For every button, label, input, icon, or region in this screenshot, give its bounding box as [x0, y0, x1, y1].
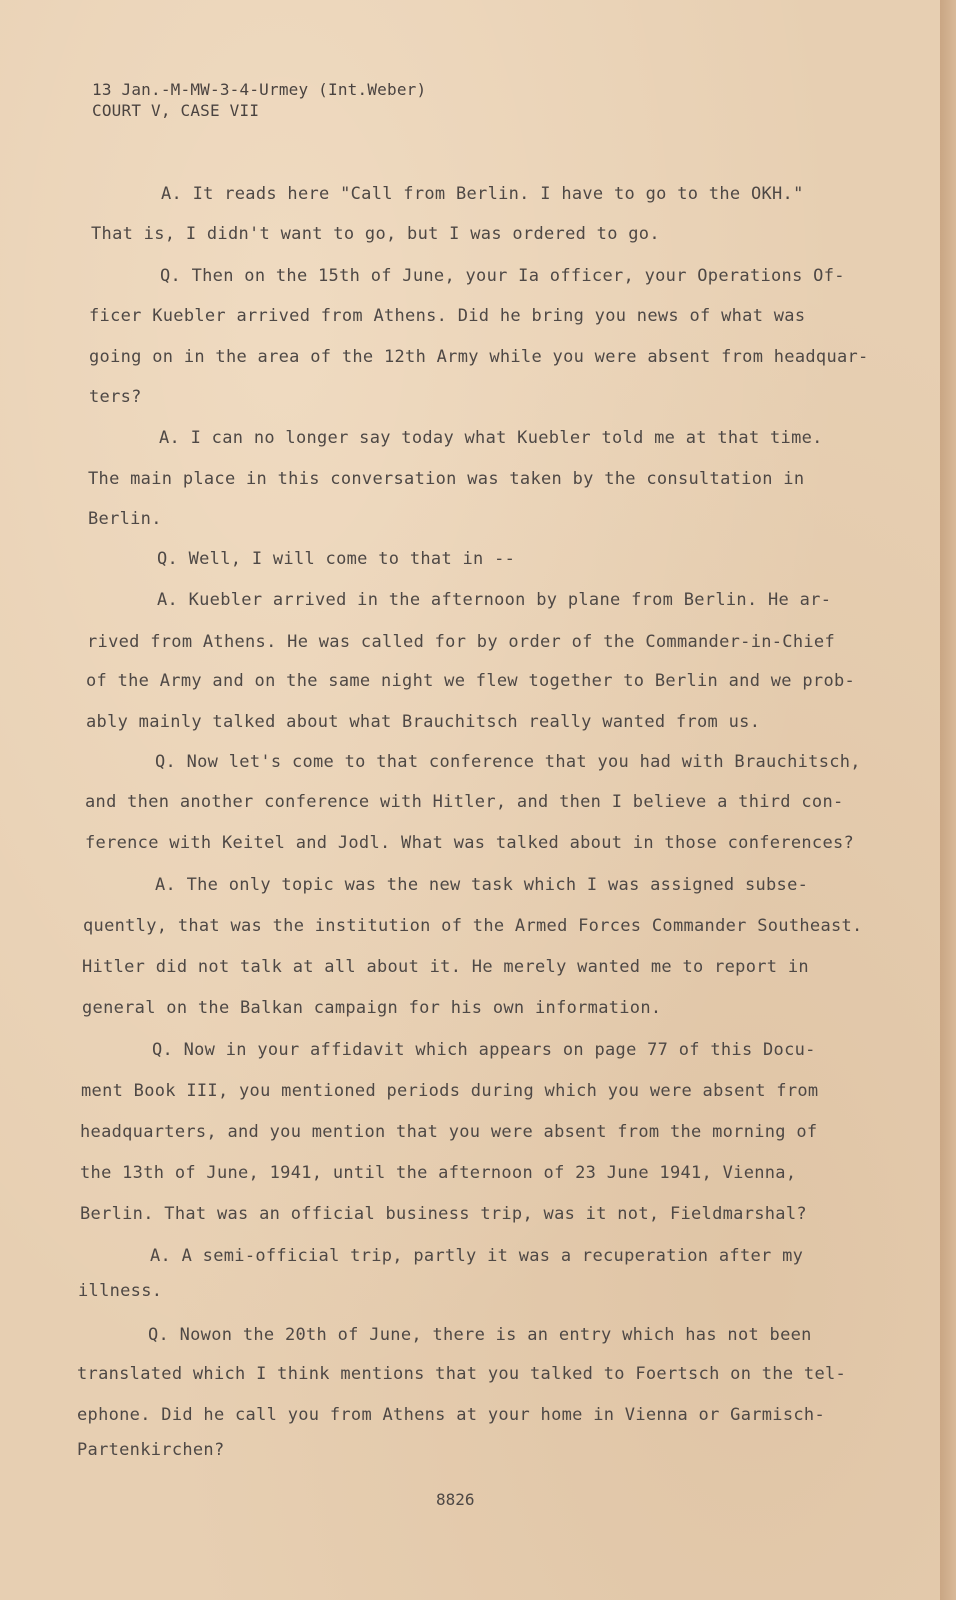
text-line: ably mainly talked about what Brauchitsch really wanted from us.	[86, 712, 761, 732]
page-edge	[940, 0, 956, 1600]
text-line: Partenkirchen?	[77, 1440, 225, 1460]
text-line: A. It reads here "Call from Berlin. I have to go to the OKH."	[161, 184, 804, 204]
text-line: translated which I think mentions that you talked to Foertsch on the tel-	[77, 1364, 847, 1384]
text-line: quently, that was the institution of the Armed Forces Commander Southeast.	[83, 916, 863, 936]
header-line-2: COURT V, CASE VII	[92, 101, 260, 120]
text-line: illness.	[78, 1281, 163, 1301]
text-line: The main place in this conversation was taken by the consultation in	[88, 469, 805, 489]
page-number: 8826	[436, 1490, 475, 1509]
text-line: Q. Now let's come to that conference that you had with Brauchitsch,	[155, 752, 861, 772]
text-line: Q. Now in your affidavit which appears on page 77 of this Docu-	[152, 1040, 816, 1060]
text-line: Berlin. That was an official business trip, was it not, Fieldmarshal?	[80, 1204, 807, 1224]
text-line: the 13th of June, 1941, until the afternoon of 23 June 1941, Vienna,	[80, 1163, 797, 1183]
text-line: Q. Then on the 15th of June, your Ia officer, your Operations Of-	[160, 266, 845, 286]
text-line: Q. Well, I will come to that in --	[157, 549, 516, 569]
text-line: That is, I didn't want to go, but I was ordered to go.	[91, 224, 660, 244]
text-line: Hitler did not talk at all about it. He merely wanted me to report in	[82, 957, 809, 977]
text-line: going on in the area of the 12th Army while you were absent from headquar-	[89, 347, 869, 367]
text-line: A. I can no longer say today what Kuebler told me at that time.	[159, 428, 823, 448]
text-line: Berlin.	[88, 509, 162, 529]
text-line: headquarters, and you mention that you were absent from the morning of	[80, 1122, 818, 1142]
text-line: ference with Keitel and Jodl. What was talked about in those conferences?	[85, 833, 855, 853]
text-line: of the Army and on the same night we flew together to Berlin and we prob-	[86, 671, 856, 691]
text-line: ters?	[89, 387, 142, 407]
text-line: Q. Nowon the 20th of June, there is an entry which has not been	[148, 1325, 812, 1345]
text-line: A. A semi-official trip, partly it was a recuperation after my	[150, 1246, 804, 1266]
text-line: ment Book III, you mentioned periods during which you were absent from	[81, 1081, 819, 1101]
header-line-1: 13 Jan.-M-MW-3-4-Urmey (Int.Weber)	[92, 80, 427, 99]
text-line: general on the Balkan campaign for his own information.	[82, 998, 662, 1018]
text-line: rived from Athens. He was called for by order of the Commander-in-Chief	[87, 632, 835, 652]
text-line: A. Kuebler arrived in the afternoon by plane from Berlin. He ar-	[157, 590, 832, 610]
text-line: ficer Kuebler arrived from Athens. Did he bring you news of what was	[89, 306, 806, 326]
text-line: ephone. Did he call you from Athens at your home in Vienna or Garmisch-	[77, 1405, 825, 1425]
text-line: and then another conference with Hitler, and then I believe a third con-	[85, 792, 844, 812]
text-line: A. The only topic was the new task which I was assigned subse-	[155, 875, 809, 895]
